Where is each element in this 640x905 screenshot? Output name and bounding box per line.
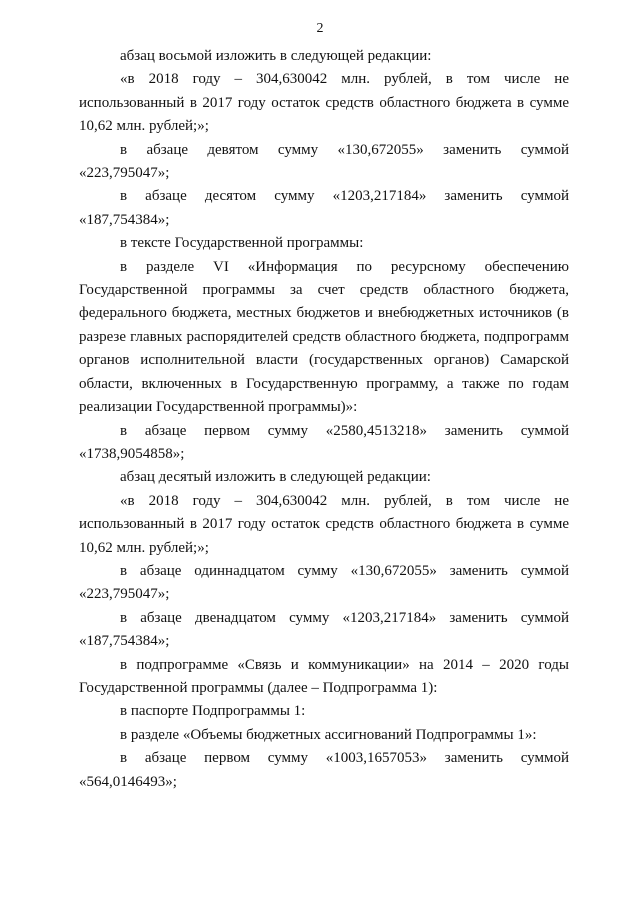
paragraph-14: в разделе «Объемы бюджетных ассигнований Подпрограммы 1»: (120, 726, 537, 743)
paragraph-5: в тексте Государственной программы: (120, 235, 364, 252)
paragraph-12: в подпрограмме «Связь и коммуникации» на 2014 – 2020 годы Государственной программы (далее – Подпрограмма 1): (79, 656, 569, 696)
paragraph-7: в абзаце первом сумму «2580,4513218» заменить суммой «1738,9054858»; (79, 422, 569, 462)
page-number: 2 (316, 21, 324, 36)
paragraph-9: «в 2018 году – 304,630042 млн. рублей, в том числе не использованный в 2017 году остаток средств областного бюджета в сумме 10,62 млн. рублей;»; (79, 492, 569, 556)
paragraph-1: абзац восьмой изложить в следующей редакции: (120, 48, 432, 64)
paragraph-15: в абзаце первом сумму «1003,1657053» заменить суммой «564,0146493»; (79, 750, 569, 790)
paragraph-3: в абзаце девятом сумму «130,672055» заменить суммой «223,795047»; (79, 141, 569, 182)
paragraph-6: в разделе VI «Информация по ресурсному обеспечению Государственной программы за счет средств областного бюджета, федерального бюджета, местных бюджетов и внебюджетных источников (в разрезе главных распорядителей средств областного бюджета, подпрограмм органов исполнительной власти (государственных органов) Самарской области, включенных в Государственную программу, а также по годам реализации Государственной программы)»: (79, 258, 569, 416)
paragraph-11: в абзаце двенадцатом сумму «1203,217184» заменить суммой «187,754384»; (79, 609, 569, 650)
document-body (79, 45, 569, 794)
paragraph-8: абзац десятый изложить в следующей редакции: (120, 469, 431, 486)
paragraph-13: в паспорте Подпрограммы 1: (120, 703, 306, 720)
paragraph-4: в абзаце десятом сумму «1203,217184» заменить суммой «187,754384»; (79, 188, 569, 228)
paragraph-2: «в 2018 году – 304,630042 млн. рублей, в том числе не использованный в 2017 году остаток средств областного бюджета в сумме 10,62 млн. рублей;»; (79, 71, 569, 135)
paragraph-10: в абзаце одиннадцатом сумму «130,672055» заменить суммой «223,795047»; (79, 562, 569, 603)
